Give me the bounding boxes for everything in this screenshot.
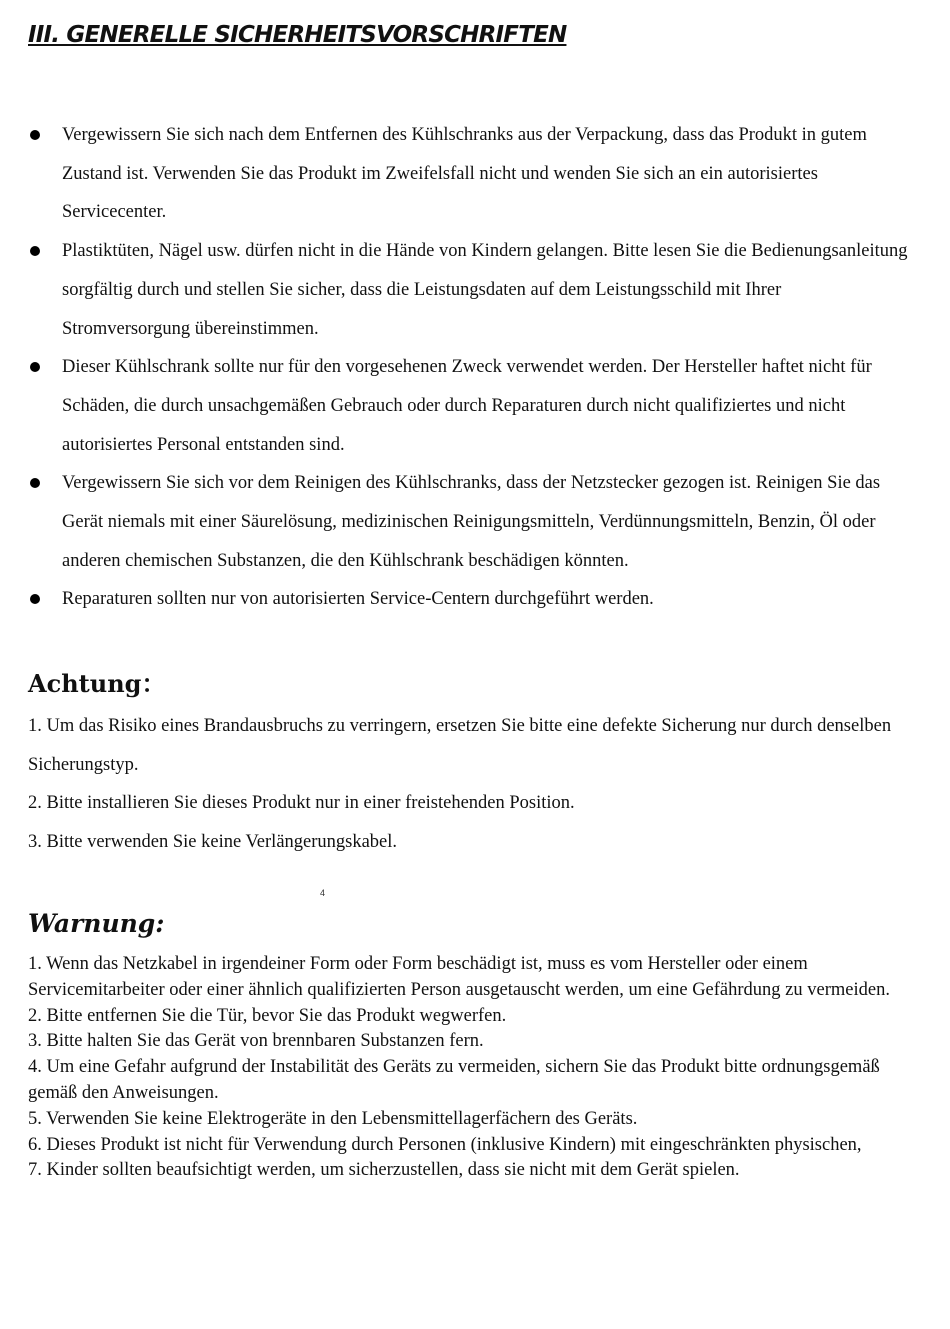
bullet-dot-icon — [30, 362, 40, 372]
achtung-item: 3. Bitte verwenden Sie keine Verlängerungskabel. — [28, 832, 398, 853]
achtung-item: 1. Um das Risiko eines Brandausbruchs zu verringern, ersetzen Sie bitte eine defekte Sicherung nur durch denselben Sicherungstyp. — [28, 716, 892, 775]
bullet-text: Dieser Kühlschrank sollte nur für den vorgesehenen Zweck verwendet werden. Der Hersteller haftet nicht für Schäden, die durch unsachgemäßen Gebrauch oder durch Reparaturen durch nicht qualifiziertes und nicht autorisiertes Personal entstanden sind. — [62, 357, 872, 455]
warnung-item: 1. Wenn das Netzkabel in irgendeiner Form oder Form beschädigt ist, muss es vom Hersteller oder einem Servicemitarbeiter oder einer ähnlich qualifizierten Person ausgetauscht werden, um eine Gefährdung zu vermeiden. — [28, 954, 890, 1000]
warnung-item: 5. Verwenden Sie keine Elektrogeräte in den Lebensmittellagerfächern des Geräts. — [28, 1108, 638, 1129]
bullet-item — [28, 464, 908, 580]
bullet-dot-icon — [30, 594, 40, 604]
warnung-item: 2. Bitte entfernen Sie die Tür, bevor Sie das Produkt wegwerfen. — [28, 1005, 507, 1026]
safety-bullet-list — [28, 116, 908, 619]
bullet-item — [28, 116, 908, 232]
bullet-item — [28, 348, 908, 464]
bullet-text: Vergewissern Sie sich nach dem Entfernen des Kühlschranks aus der Verpackung, dass das Produkt in gutem Zustand ist. Verwenden Sie das Produkt im Zweifelsfall nicht und wenden Sie sich an ein autorisiertes Servicecenter. — [62, 125, 867, 223]
achtung-item: 2. Bitte installieren Sie dieses Produkt nur in einer freistehenden Position. — [28, 793, 575, 814]
warnung-item: 6. Dieses Produkt ist nicht für Verwendung durch Personen (inklusive Kindern) mit eingeschränkten physischen, — [28, 1134, 862, 1155]
bullet-text: Plastiktüten, Nägel usw. dürfen nicht in die Hände von Kindern gelangen. Bitte lesen Sie die Bedienungsanleitung sorgfältig durch und stellen Sie sicher, dass die Leistungsdaten auf dem Leistungsschild mit Ihrer Stromversorgung übereinstimmen. — [62, 241, 908, 339]
warnung-item: 4. Um eine Gefahr aufgrund der Instabilität des Geräts zu vermeiden, sichern Sie das Produkt bitte ordnungsgemäß gemäß den Anweisungen. — [28, 1057, 880, 1103]
bullet-text: Vergewissern Sie sich vor dem Reinigen des Kühlschranks, dass der Netzstecker gezogen ist. Reinigen Sie das Gerät niemals mit einer Säurelösung, medizinischen Reinigungsmitteln, Verdünnungsmitteln, Benzin, Öl oder anderen chemischen Substanzen, die den Kühlschrank beschädigen könnten. — [62, 473, 881, 571]
bullet-dot-icon — [30, 478, 40, 488]
bullet-dot-icon — [30, 130, 40, 140]
warnung-item: 7. Kinder sollten beaufsichtigt werden, um sicherzustellen, dass sie nicht mit dem Gerät spielen. — [28, 1160, 740, 1181]
bullet-item — [28, 580, 908, 619]
achtung-heading: Achtung： — [28, 669, 166, 698]
warnung-heading: Warnung: — [28, 909, 165, 938]
achtung-list — [28, 707, 908, 862]
page-number: 4 — [320, 888, 326, 898]
bullet-item — [28, 232, 908, 348]
page-title: III. GENERELLE SICHERHEITSVORSCHRIFTEN — [28, 22, 567, 48]
warnung-list — [28, 952, 918, 1184]
bullet-dot-icon — [30, 246, 40, 256]
bullet-text: Reparaturen sollten nur von autorisierten Service-Centern durchgeführt werden. — [62, 589, 654, 610]
warnung-item: 3. Bitte halten Sie das Gerät von brennbaren Substanzen fern. — [28, 1031, 484, 1052]
